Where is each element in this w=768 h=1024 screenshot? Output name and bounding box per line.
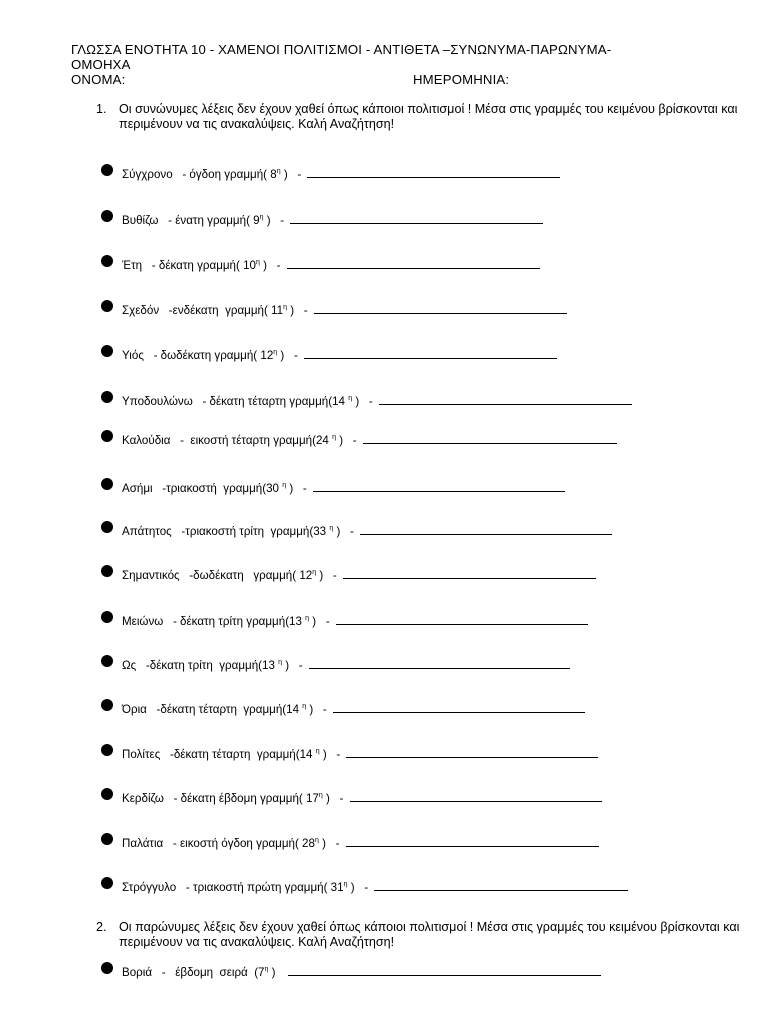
item-line-reference: - δωδέκατη γραμμή( 12 <box>143 349 274 362</box>
answer-blank[interactable] <box>314 304 567 314</box>
answer-blank[interactable] <box>288 966 601 976</box>
ordinal-suffix: η <box>315 748 320 755</box>
answer-blank[interactable] <box>309 659 570 669</box>
item-word: Στρόγγυλο <box>122 881 177 894</box>
item-text <box>122 525 612 539</box>
item-line-reference: - εικοστή τέταρτη γραμμή(24 <box>170 434 333 447</box>
ordinal-suffix: η <box>283 304 287 311</box>
ordinal-suffix: η <box>348 395 353 402</box>
item-separator: ) - <box>287 304 311 317</box>
item-line-reference: - όγδοη γραμμή( 8 <box>172 168 277 181</box>
bullet-icon <box>101 255 113 267</box>
item-text <box>122 349 557 363</box>
item-line-reference: -τριακοστή τρίτη γραμμή(33 <box>171 525 330 538</box>
answer-blank[interactable] <box>313 482 565 492</box>
bullet-icon <box>101 833 113 845</box>
bullet-icon <box>101 962 113 974</box>
answer-blank[interactable] <box>374 881 628 891</box>
bullet-icon <box>101 699 113 711</box>
item-separator: ) - <box>309 615 333 628</box>
question-2 <box>96 920 751 950</box>
ordinal-suffix: η <box>273 349 278 356</box>
ordinal-suffix: η <box>259 214 264 221</box>
question-number: 2. <box>96 920 107 934</box>
bullet-icon <box>101 744 113 756</box>
item-word: Βοριά <box>122 966 153 979</box>
ordinal-suffix: η <box>264 966 269 973</box>
bullet-icon <box>101 210 113 222</box>
item-separator: ) - <box>259 259 284 272</box>
item-word: Βυθίζω <box>122 214 159 227</box>
item-separator: ) - <box>280 168 305 181</box>
item-line-reference: - έβδομη σειρά (7 <box>152 966 265 979</box>
bullet-icon <box>101 788 113 800</box>
bullet-icon <box>101 655 113 667</box>
item-line-reference: - δέκατη τρίτη γραμμή(13 <box>163 615 306 628</box>
item-separator: ) - <box>347 881 372 894</box>
item-text <box>122 659 570 673</box>
item-text <box>122 966 601 980</box>
item-word: Ως <box>122 659 137 672</box>
question-instructions: Οι συνώνυμες λέξεις δεν έχουν χαθεί όπως κάποιοι πολιτισμοί ! Μέσα στις γραμμές του κειμένου βρίσκονται και περιμένουν να τις ανακαλύψεις. Καλή Αναζήτηση! <box>119 102 738 131</box>
answer-blank[interactable] <box>350 792 602 802</box>
item-text <box>122 881 628 895</box>
item-word: Κερδίζω <box>122 792 164 805</box>
item-line-reference: -ενδέκατη γραμμή( 11 <box>159 304 284 317</box>
ordinal-suffix: η <box>329 525 334 532</box>
item-separator: ) - <box>277 349 302 362</box>
item-separator: ) - <box>352 395 376 408</box>
answer-blank[interactable] <box>379 395 632 405</box>
item-word: Έτη <box>122 259 143 272</box>
item-separator: ) - <box>318 837 343 850</box>
item-separator: ) - <box>306 703 330 716</box>
ordinal-suffix: η <box>282 482 287 489</box>
item-separator: ) - <box>282 659 306 672</box>
worksheet-title: ΓΛΩΣΣΑ ΕΝΟΤΗΤΑ 10 - ΧΑΜΕΝΟΙ ΠΟΛΙΤΙΣΜΟΙ - ΑΝΤΙΘΕΤΑ –ΣΥΝΩΝΥΜΑ-ΠΑΡΩΝΥΜΑ- <box>71 42 612 57</box>
item-word: Σύγχρονο <box>122 168 173 181</box>
item-word: Πολίτες <box>122 748 161 761</box>
ordinal-suffix: η <box>343 881 348 888</box>
item-line-reference: - δέκατη γραμμή( 10 <box>142 259 256 272</box>
bullet-icon <box>101 565 113 577</box>
bullet-icon <box>101 521 113 533</box>
answer-blank[interactable] <box>363 434 617 444</box>
bullet-icon <box>101 391 113 403</box>
name-label: ΟΝΟΜΑ: <box>71 72 126 87</box>
date-label: ΗΜΕΡΟΜΗΝΙΑ: <box>413 72 510 87</box>
item-line-reference: -δέκατη τρίτη γραμμή(13 <box>136 659 279 672</box>
item-text <box>122 304 567 318</box>
item-line-reference: - τριακοστή πρώτη γραμμή( 31 <box>176 881 344 894</box>
item-line-reference: - ένατη γραμμή( 9 <box>158 214 260 227</box>
item-separator: ) - <box>263 214 288 227</box>
ordinal-suffix: η <box>302 703 307 710</box>
answer-blank[interactable] <box>346 748 598 758</box>
bullet-icon <box>101 164 113 176</box>
item-line-reference: - εικοστή όγδοη γραμμή( 28 <box>163 837 315 850</box>
bullet-icon <box>101 478 113 490</box>
name-date-row <box>71 72 751 87</box>
item-text <box>122 395 632 409</box>
item-word: Ασήμι <box>122 482 153 495</box>
item-word: Παλάτια <box>122 837 164 850</box>
bullet-icon <box>101 300 113 312</box>
item-text <box>122 792 602 806</box>
worksheet-title-continued: ΟΜΟΗΧΑ <box>71 57 131 72</box>
item-line-reference: -δέκατη τέταρτη γραμμή(14 <box>160 748 316 761</box>
item-word: Όρια <box>122 703 147 716</box>
item-separator: ) - <box>316 569 340 582</box>
item-separator: ) - <box>319 748 344 761</box>
answer-blank[interactable] <box>287 259 540 269</box>
ordinal-suffix: η <box>305 615 310 622</box>
item-text <box>122 837 599 851</box>
item-text <box>122 482 565 496</box>
ordinal-suffix: η <box>276 168 281 175</box>
ordinal-suffix: η <box>318 792 323 799</box>
item-separator: ) - <box>333 525 358 538</box>
answer-blank[interactable] <box>343 569 596 579</box>
item-word: Καλούδια <box>122 434 171 447</box>
item-text <box>122 748 598 762</box>
item-line-reference: -δωδέκατη γραμμή( 12 <box>179 569 313 582</box>
item-word: Σημαντικός <box>122 569 180 582</box>
question-instructions: Οι παρώνυμες λέξεις δεν έχουν χαθεί όπως κάποιοι πολιτισμοί ! Μέσα στις γραμμές του κειμένου βρίσκονται και περιμένουν να τις ανακαλύψεις. Καλή Αναζήτηση! <box>119 920 740 949</box>
item-text <box>122 569 596 583</box>
answer-blank[interactable] <box>307 168 560 178</box>
worksheet-header <box>71 42 751 87</box>
answer-blank[interactable] <box>346 837 599 847</box>
bullet-icon <box>101 345 113 357</box>
question-1 <box>96 102 751 132</box>
answer-blank[interactable] <box>336 615 588 625</box>
question-number: 1. <box>96 102 107 116</box>
answer-blank[interactable] <box>304 349 557 359</box>
ordinal-suffix: η <box>255 259 260 266</box>
item-separator: ) <box>268 966 286 979</box>
item-word: Σχεδόν <box>122 304 160 317</box>
ordinal-suffix: η <box>278 659 283 666</box>
answer-blank[interactable] <box>290 214 543 224</box>
item-line-reference: -δέκατη τέταρτη γραμμή(14 <box>146 703 303 716</box>
ordinal-suffix: η <box>332 434 336 441</box>
item-text <box>122 615 588 629</box>
bullet-icon <box>101 611 113 623</box>
ordinal-suffix: η <box>312 569 317 576</box>
item-word: Μειώνω <box>122 615 164 628</box>
item-word: Απάτητος <box>122 525 172 538</box>
item-word: Υιός <box>122 349 144 362</box>
item-line-reference: - δέκατη έβδομη γραμμή( 17 <box>163 792 319 805</box>
item-line-reference: - δέκατη τέταρτη γραμμή(14 <box>192 395 349 408</box>
item-text <box>122 168 560 182</box>
item-word: Υποδουλώνω <box>122 395 193 408</box>
item-separator: ) - <box>336 434 360 447</box>
item-text <box>122 214 543 228</box>
bullet-icon <box>101 430 113 442</box>
item-text <box>122 703 585 717</box>
answer-blank[interactable] <box>333 703 585 713</box>
item-text <box>122 259 540 273</box>
item-separator: ) - <box>286 482 310 495</box>
item-separator: ) - <box>322 792 347 805</box>
item-line-reference: -τριακοστή γραμμή(30 <box>152 482 283 495</box>
item-text <box>122 434 617 448</box>
answer-blank[interactable] <box>360 525 612 535</box>
bullet-icon <box>101 877 113 889</box>
ordinal-suffix: η <box>314 837 319 844</box>
